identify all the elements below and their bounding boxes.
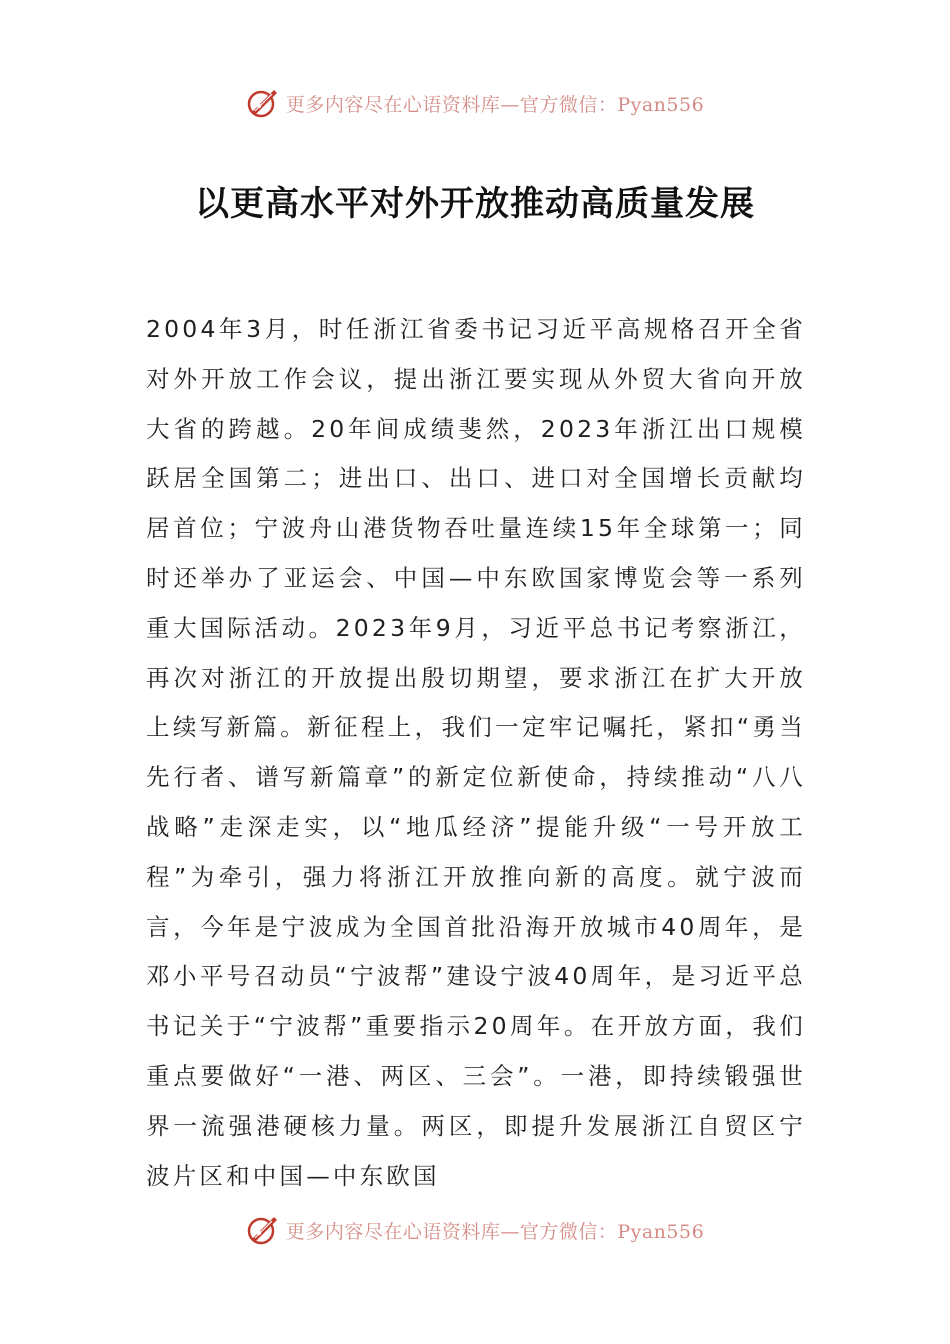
footer-banner-text: 更多内容尽在心语资料库—官方微信：Pyan556 [285,1220,705,1243]
quill-pen-logo-icon [246,86,280,120]
quill-pen-logo-icon [246,1213,280,1247]
header-banner [0,86,950,120]
footer-banner [0,1213,950,1247]
document-title: 以更高水平对外开放推动高质量发展 [195,184,755,224]
header-banner-text: 更多内容尽在心语资料库—官方微信：Pyan556 [285,93,705,116]
document-body-paragraph: 2004年3月，时任浙江省委书记习近平高规格召开全省对外开放工作会议，提出浙江要实现从外贸大省向开放大省的跨越。20年间成绩斐然，2023年浙江出口规模跃居全国第二；进出口、出口、进口对全国增长贡献均居首位；宁波舟山港货物吞吐量连续15年全球第一；同时还举办了亚运会、中国—中东欧国家博览会等一系列重大国际活动。2023年9月，习近平总书记考察浙江，再次对浙江的开放提出殷切期望，要求浙江在扩大开放上续写新篇。新征程上，我们一定牢记嘱托，紧扣“勇当先行者、谱写新篇章”的新定位新使命，持续推动“八八战略”走深走实，以“地瓜经济”提能升级“一号开放工程”为牵引，强力将浙江开放推向新的高度。就宁波而言，今年是宁波成为全国首批沿海开放城市40周年，是邓小平号召动员“宁波帮”建设宁波40周年，是习近平总书记关于“宁波帮”重要指示20周年。在开放方面，我们重点要做好“一港、两区、三会”。一港，即持续锻强世界一流强港硬核力量。两区，即提升发展浙江自贸区宁波片区和中国—中东欧国 [146,315,806,1190]
